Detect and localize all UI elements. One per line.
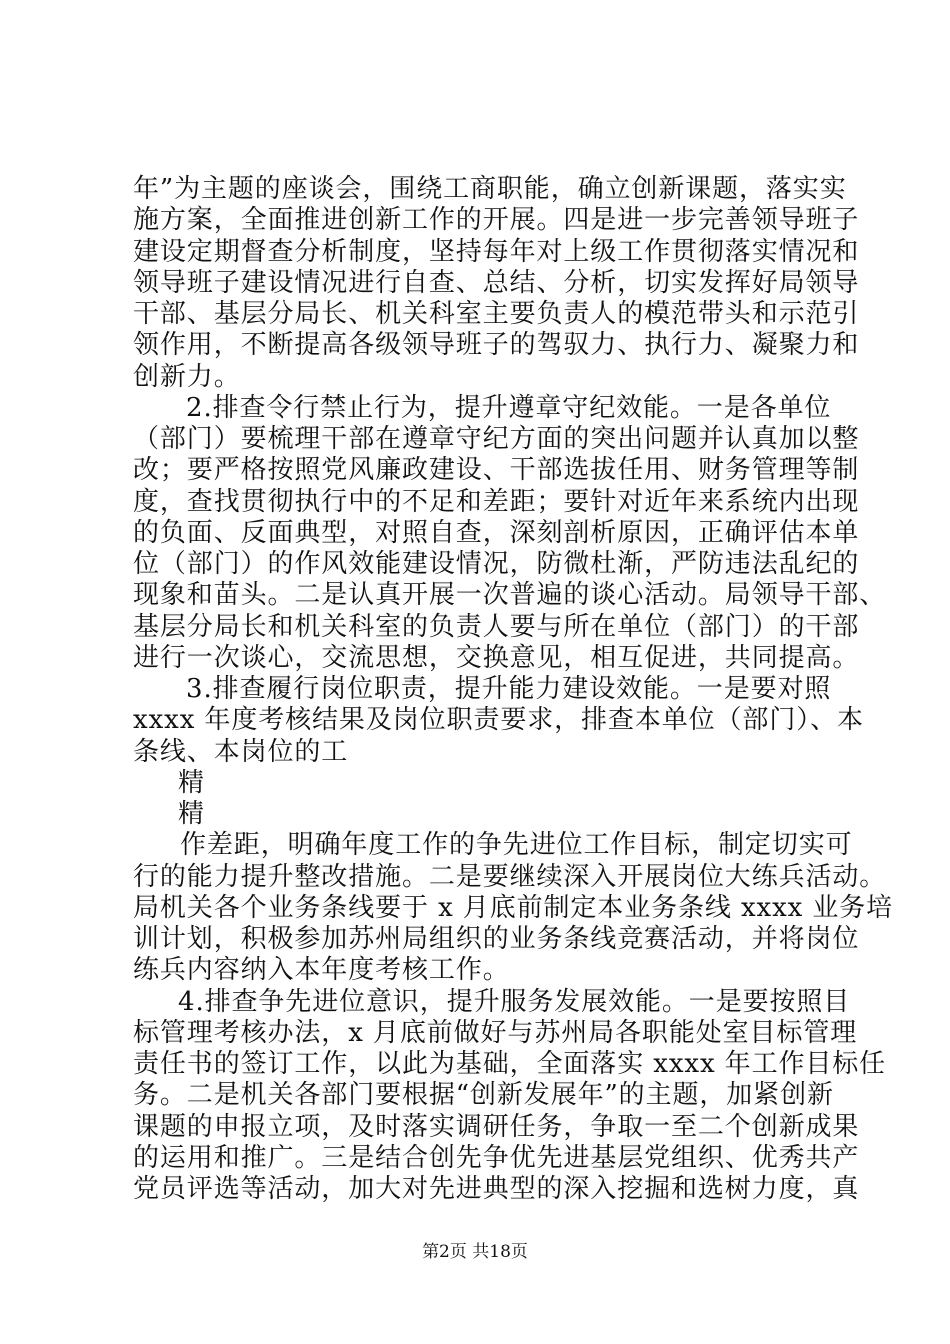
text-line: 条线、本岗位的工 [133, 737, 349, 767]
text-line: 的运用和推广。三是结合创先争优先进基层党组织、优秀共产 [133, 1143, 860, 1173]
text-line: 3.排查履行岗位职责，提升能力建设效能。一是要对照 [186, 674, 832, 704]
text-line: 练兵内容纳入本年度考核工作。 [133, 955, 510, 985]
text-line: 4.排查争先进位意识，提升服务发展效能。一是要按照目 [178, 987, 851, 1017]
text-line: 现象和苗头。二是认真开展一次普遍的谈心活动。局领导干部、 [133, 580, 887, 610]
text-line: 党员评选等活动，加大对先进典型的深入挖掘和选树力度，真 [133, 1174, 860, 1204]
text-line: 局机关各个业务条线要于 x 月底前制定本业务条线 xxxx 业务培 [133, 893, 894, 923]
text-line: 作差距，明确年度工作的争先进位工作目标，制定切实可 [180, 830, 853, 860]
text-line: 2.排查令行禁止行为，提升遵章守纪效能。一是各单位 [186, 393, 832, 423]
text-line: 度，查找贯彻执行中的不足和差距；要针对近年来系统内出现 [133, 487, 860, 517]
text-line: xxxx 年度考核结果及岗位职责要求，排查本单位（部门）、本 [133, 705, 864, 735]
text-line: 务。二是机关各部门要根据“创新发展年”的主题，加紧创新 [133, 1080, 834, 1110]
page-number: 第2页 共18页 [422, 1242, 528, 1262]
text-line: 建设定期督查分析制度，坚持每年对上级工作贯彻落实情况和 [133, 237, 860, 267]
text-line: 干部、基层分局长、机关科室主要负责人的模范带头和示范引 [133, 299, 860, 329]
text-line: 改；要严格按照党风廉政建设、干部选拔任用、财务管理等制 [133, 455, 860, 485]
text-line: 领导班子建设情况进行自查、总结、分析，切实发挥好局领导 [133, 268, 860, 298]
text-line: 领作用，不断提高各级领导班子的驾驭力、执行力、凝聚力和 [133, 330, 860, 360]
text-line: 课题的申报立项，及时落实调研任务，争取一至二个创新成果 [133, 1112, 860, 1142]
text-line: 精 [178, 768, 205, 798]
text-line: 基层分局长和机关科室的负责人要与所在单位（部门）的干部 [133, 612, 860, 642]
text-line: 训计划，积极参加苏州局组织的业务条线竞赛活动，并将岗位 [133, 924, 860, 954]
text-line: 施方案，全面推进创新工作的开展。四是进一步完善领导班子 [133, 205, 860, 235]
text-line: 位（部门）的作风效能建设情况，防微杜渐，严防违法乱纪的 [133, 549, 860, 579]
text-line: 进行一次谈心，交流思想，交换意见，相互促进，共同提高。 [133, 643, 860, 673]
text-line: （部门）要梳理干部在遵章守纪方面的突出问题并认真加以整 [133, 424, 860, 454]
text-line: 年”为主题的座谈会，围绕工商职能，确立创新课题，落实实 [133, 174, 847, 204]
text-line: 的负面、反面典型，对照自查，深刻剖析原因，正确评估本单 [133, 518, 860, 548]
text-line: 行的能力提升整改措施。二是要继续深入开展岗位大练兵活动。 [133, 862, 887, 892]
text-line: 责任书的签订工作，以此为基础，全面落实 xxxx 年工作目标任 [133, 1049, 887, 1079]
text-line: 创新力。 [133, 362, 241, 392]
text-line: 标管理考核办法，x 月底前做好与苏州局各职能处室目标管理 [133, 1018, 858, 1048]
text-line: 精 [178, 799, 205, 829]
